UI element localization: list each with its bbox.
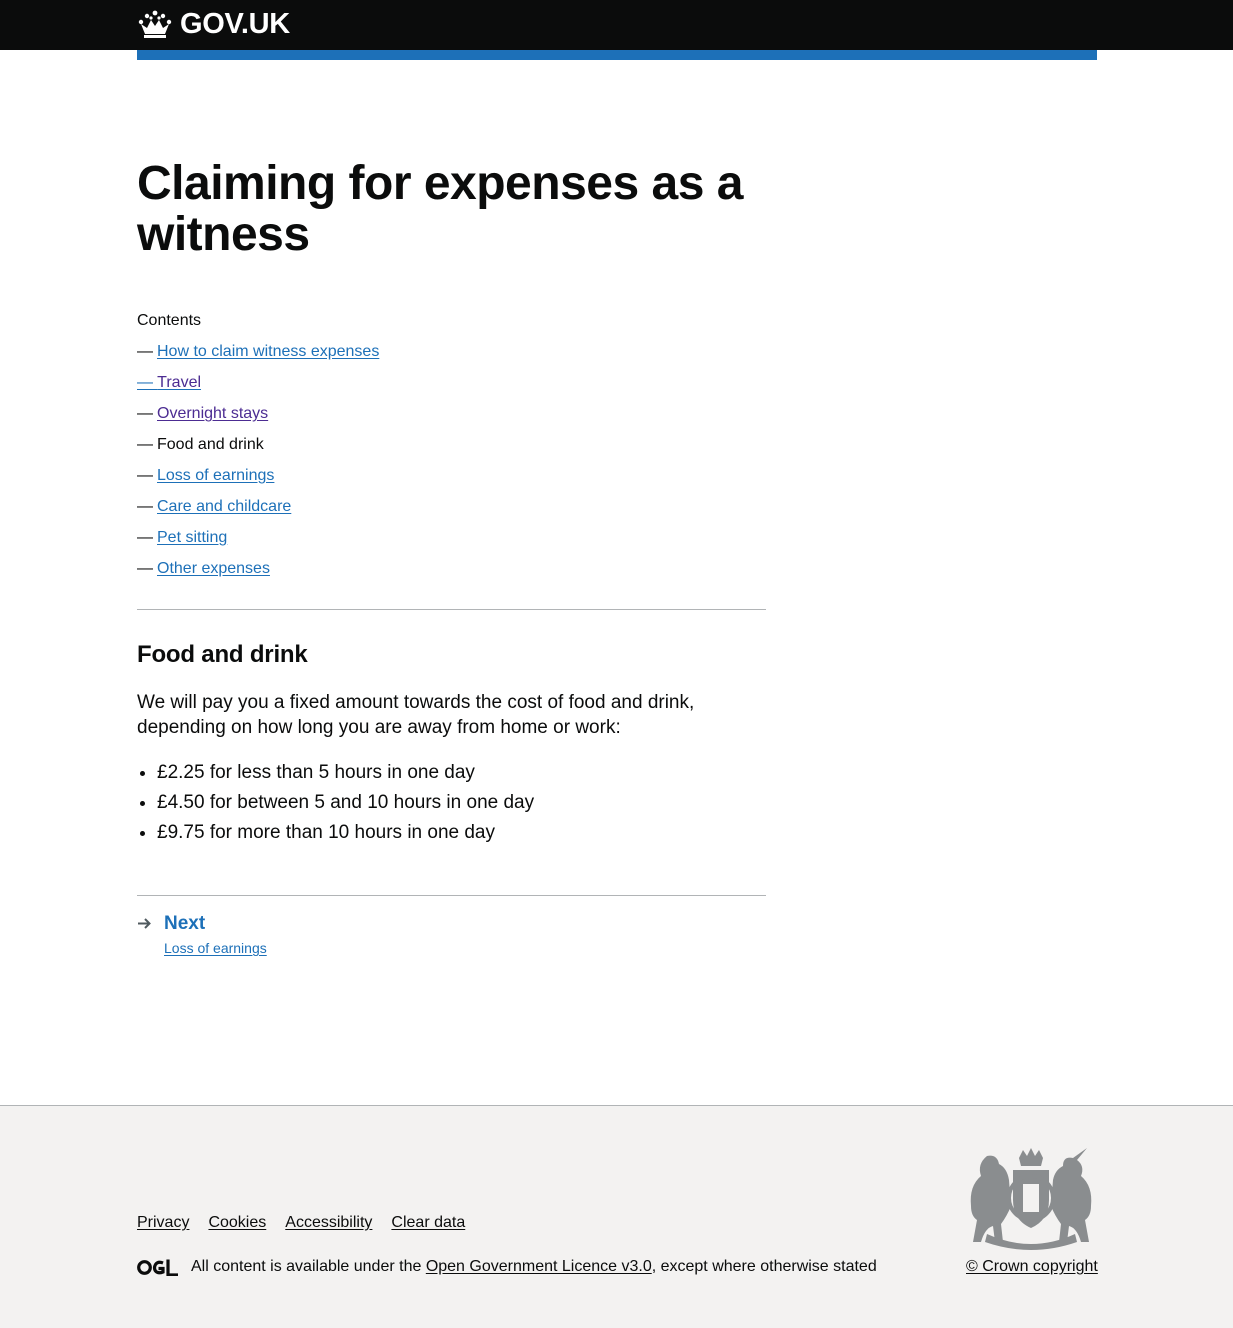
pagination-divider <box>137 895 766 896</box>
page-title: Claiming for expenses as a witness <box>137 157 743 261</box>
contents-heading: Contents <box>137 312 202 329</box>
site-header <box>0 0 1233 50</box>
next-page-title-link[interactable]: Loss of earnings <box>164 940 267 956</box>
contents-dash: — <box>137 529 153 546</box>
contents-item-travel <box>137 373 379 404</box>
section-heading: Food and drink <box>137 641 308 668</box>
next-page-link[interactable]: Next <box>164 913 206 934</box>
footer-link-accessibility[interactable]: Accessibility <box>285 1214 373 1231</box>
licence-link[interactable]: Open Government Licence v3.0 <box>425 1258 652 1275</box>
list-item: • £2.25 for less than 5 hours in one day <box>157 760 534 790</box>
header-accent-bar <box>137 50 1097 60</box>
list-item: • £4.50 for between 5 and 10 hours in one day <box>157 790 534 820</box>
contents-link-loss-of-earnings[interactable]: Loss of earnings <box>157 467 275 484</box>
contents-item-food-and-drink <box>137 435 379 466</box>
contents-link-care-and-childcare[interactable]: Care and childcare <box>157 498 292 515</box>
logo-text: GOV.UK <box>180 8 290 40</box>
contents-link-how-to-claim[interactable]: How to claim witness expenses <box>157 343 380 360</box>
contents-dash: — <box>137 498 153 515</box>
contents-dash: — <box>137 467 153 484</box>
licence-suffix: , except where otherwise stated <box>651 1258 877 1275</box>
ogl-logo-icon <box>137 1259 178 1276</box>
contents-list <box>137 342 379 590</box>
contents-dash: — <box>137 436 153 453</box>
contents-dash: — <box>137 405 153 422</box>
govuk-logo-link[interactable] <box>137 9 290 39</box>
footer-links <box>137 1213 465 1233</box>
crown-copyright-link[interactable]: © Crown copyright <box>966 1258 1098 1275</box>
contents-link-travel-label: Travel <box>157 374 202 391</box>
contents-item-other-expenses <box>137 559 379 590</box>
crown-icon <box>137 10 173 38</box>
fixed-amounts-list <box>157 760 534 850</box>
contents-item-care-and-childcare <box>137 497 379 528</box>
contents-dash: — <box>137 343 153 360</box>
footer-link-cookies[interactable]: Cookies <box>208 1214 267 1231</box>
contents-link-travel[interactable] <box>137 374 201 391</box>
footer-link-privacy[interactable]: Privacy <box>137 1214 190 1231</box>
contents-dash: — <box>137 374 153 391</box>
site-footer <box>0 1105 1233 1328</box>
contents-link-overnight-stays[interactable]: Overnight stays <box>157 405 269 422</box>
contents-link-pet-sitting[interactable]: Pet sitting <box>157 529 228 546</box>
contents-item-pet-sitting <box>137 528 379 559</box>
section-divider <box>137 609 766 610</box>
contents-item-overnight-stays <box>137 404 379 435</box>
footer-licence <box>137 1257 877 1277</box>
contents-item-how-to-claim <box>137 342 379 373</box>
arrow-right-icon <box>137 916 152 931</box>
list-item: • £9.75 for more than 10 hours in one day <box>157 820 534 850</box>
section-intro: We will pay you a fixed amount towards the cost of food and drink, depending on how long you are away from home or work: <box>137 692 695 738</box>
contents-link-other-expenses[interactable]: Other expenses <box>157 560 270 577</box>
contents-item-loss-of-earnings <box>137 466 379 497</box>
footer-link-clear-data[interactable]: Clear data <box>391 1214 466 1231</box>
contents-current-food-and-drink: Food and drink <box>157 436 264 453</box>
contents-dash: — <box>137 560 153 577</box>
licence-prefix: All content is available under the <box>191 1258 426 1275</box>
royal-coat-of-arms-icon <box>967 1146 1095 1250</box>
